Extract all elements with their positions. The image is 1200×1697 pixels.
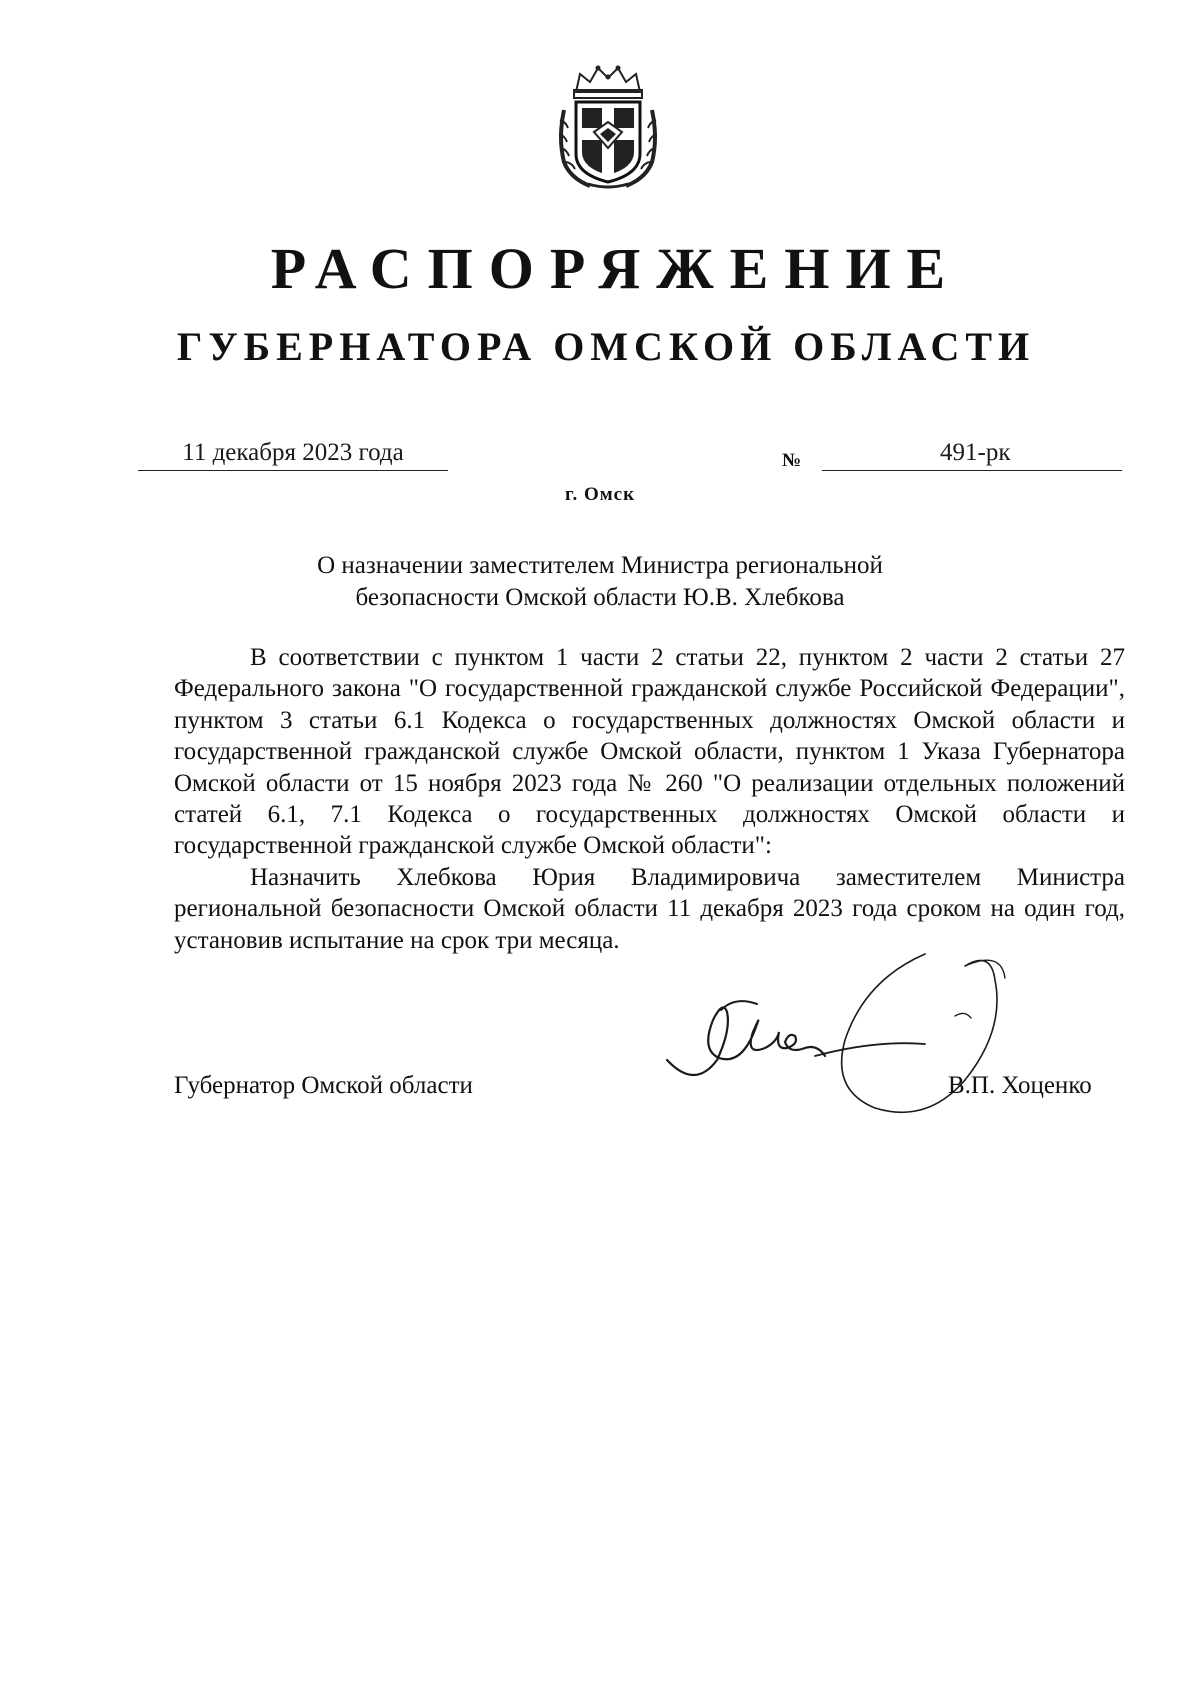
coat-of-arms-icon <box>556 58 660 190</box>
document-subtitle: ГУБЕРНАТОРА ОМСКОЙ ОБЛАСТИ <box>176 324 1036 369</box>
signatory-name: В.П. Хоценко <box>948 1072 1092 1099</box>
document-subject <box>180 550 1020 614</box>
body-paragraph-order: Назначить Хлебкова Юрия Владимировича заместителем Министра региональной безопасности Омской области 11 декабря 2023 года сроком на один год, установив испытание на срок три месяца. <box>174 863 1125 954</box>
body-paragraph-preamble: В соответствии с пунктом 1 части 2 статьи 22, пунктом 2 части 2 статьи 27 Федерального закона "О государственной гражданской службе Российской Федерации", пунктом 3 статьи 6.1 Кодекса о государственных должностях Омской области и государственной гражданской службе Омской области, пунктом 1 Указа Губернатора Омской области от 15 ноября 2023 года № 260 "О реализации отдельных положений статей 6.1, 7.1 Кодекса о государственных должностях Омской области и государственной гражданской службе Омской области": <box>174 644 1125 860</box>
document-title: РАСПОРЯЖЕНИЕ <box>270 236 962 301</box>
subject-line-1: О назначении заместителем Министра региональной <box>317 552 883 579</box>
document-number-field <box>822 436 1122 471</box>
signatory-position: Губернатор Омской области <box>174 1072 473 1099</box>
number-sign: № <box>782 450 802 471</box>
document-number: 491-рк <box>940 439 1011 466</box>
document-date: 11 декабря 2023 года <box>138 436 448 471</box>
document-body <box>174 642 1125 956</box>
subject-line-2: безопасности Омской области Ю.В. Хлебкова <box>355 584 845 611</box>
document-city: г. Омск <box>564 484 636 505</box>
